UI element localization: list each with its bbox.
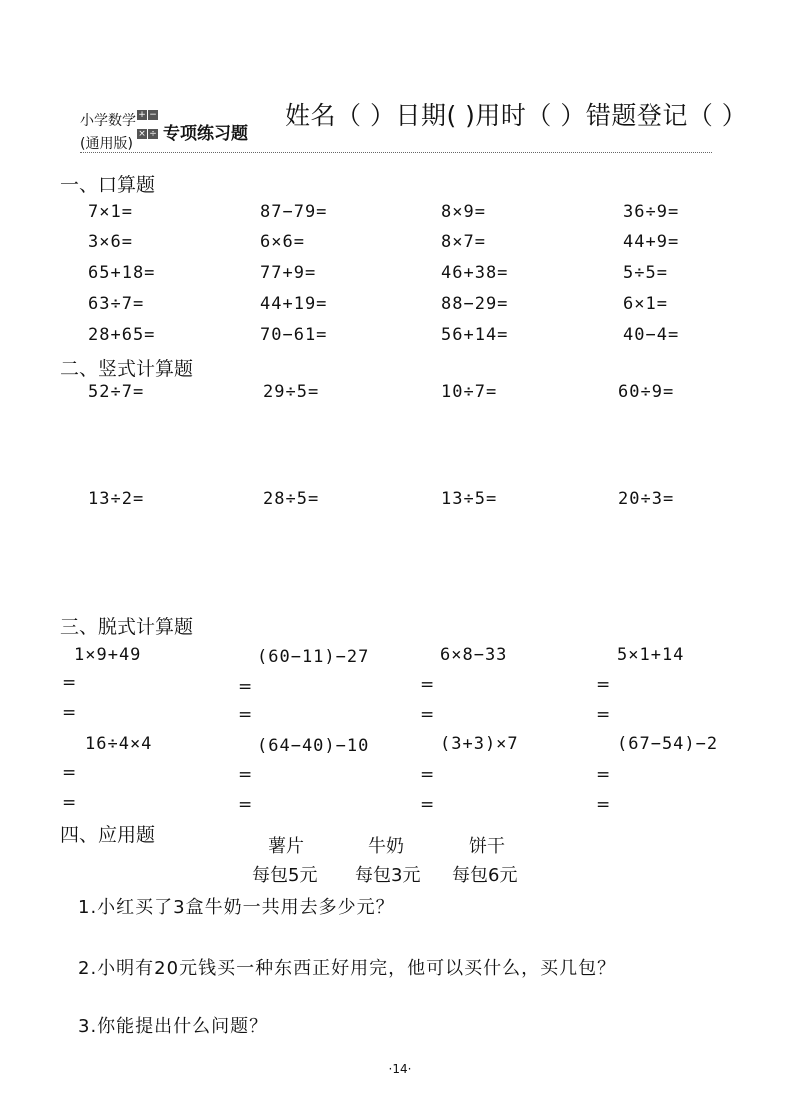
answer-line: = — [62, 703, 77, 723]
answer-line: = — [62, 763, 77, 783]
problem: 87−79= — [260, 202, 328, 222]
problem: 10÷7= — [441, 382, 498, 402]
section-title-oral: 一、口算题 — [60, 174, 156, 196]
problem: 29÷5= — [263, 382, 320, 402]
section-title-application: 四、应用题 — [60, 824, 156, 846]
answer-line: = — [420, 675, 435, 695]
problem: (64−40)−10 — [257, 736, 370, 756]
answer-line: = — [238, 705, 253, 725]
problem: 44+9= — [623, 232, 680, 252]
problem: 7×1= — [88, 202, 133, 222]
item-name: 牛奶 — [368, 836, 404, 857]
student-info-fields: 姓名（ ）日期( )用时（ ）错题登记（ ） — [285, 101, 748, 130]
problem: 28÷5= — [263, 489, 320, 509]
problem: 5×1+14 — [617, 645, 685, 665]
item-price: 每包5元 — [252, 865, 318, 886]
problem: 65+18= — [88, 263, 156, 283]
section-title-stepwise: 三、脱式计算题 — [60, 616, 194, 638]
problem: 8×7= — [441, 232, 486, 252]
logo-subject: 小学数学 — [80, 113, 136, 129]
times-icon: × — [138, 129, 146, 139]
answer-line: = — [420, 765, 435, 785]
answer-line: = — [420, 705, 435, 725]
item-name: 饼干 — [469, 836, 505, 857]
problem: (60−11)−27 — [257, 647, 370, 667]
plus-icon: + — [138, 110, 146, 120]
divide-icon: ÷ — [149, 129, 157, 139]
answer-line: = — [62, 793, 77, 813]
answer-line: = — [238, 765, 253, 785]
logo-operators-icon — [137, 110, 159, 148]
logo-edition: (通用版) — [80, 136, 133, 152]
problem: 6×6= — [260, 232, 305, 252]
problem: 16÷4×4 — [85, 734, 153, 754]
item-price: 每包6元 — [452, 865, 518, 886]
page-number: ·14· — [388, 1062, 412, 1076]
question-2: 2.小明有20元钱买一种东西正好用完，他可以买什么，买几包？ — [78, 958, 617, 979]
answer-line: = — [596, 705, 611, 725]
question-1: 1.小红买了3盒牛奶一共用去多少元？ — [78, 897, 395, 918]
problem: 77+9= — [260, 263, 317, 283]
answer-line: = — [238, 677, 253, 697]
problem: (67−54)−2 — [617, 734, 719, 754]
problem: 13÷2= — [88, 489, 145, 509]
answer-line: = — [596, 795, 611, 815]
problem: 36÷9= — [623, 202, 680, 222]
problem: (3+3)×7 — [440, 734, 519, 754]
header-divider — [80, 152, 712, 153]
problem: 6×1= — [623, 294, 668, 314]
answer-line: = — [62, 673, 77, 693]
problem: 3×6= — [88, 232, 133, 252]
problem: 52÷7= — [88, 382, 145, 402]
problem: 8×9= — [441, 202, 486, 222]
problem: 20÷3= — [618, 489, 675, 509]
answer-line: = — [238, 795, 253, 815]
problem: 5÷5= — [623, 263, 668, 283]
answer-line: = — [596, 675, 611, 695]
problem: 60÷9= — [618, 382, 675, 402]
problem: 1×9+49 — [74, 645, 142, 665]
problem: 6×8−33 — [440, 645, 508, 665]
problem: 63÷7= — [88, 294, 145, 314]
problem: 40−4= — [623, 325, 680, 345]
problem: 70−61= — [260, 325, 328, 345]
problem: 13÷5= — [441, 489, 498, 509]
problem: 56+14= — [441, 325, 509, 345]
section-title-vertical: 二、竖式计算题 — [60, 358, 194, 380]
problem: 46+38= — [441, 263, 509, 283]
answer-line: = — [596, 765, 611, 785]
problem: 28+65= — [88, 325, 156, 345]
item-price: 每包3元 — [355, 865, 421, 886]
answer-line: = — [420, 795, 435, 815]
item-name: 薯片 — [268, 836, 304, 857]
problem: 88−29= — [441, 294, 509, 314]
minus-icon: − — [149, 110, 157, 120]
problem: 44+19= — [260, 294, 328, 314]
logo-title: 专项练习题 — [163, 124, 248, 144]
question-3: 3.你能提出什么问题？ — [78, 1016, 269, 1037]
